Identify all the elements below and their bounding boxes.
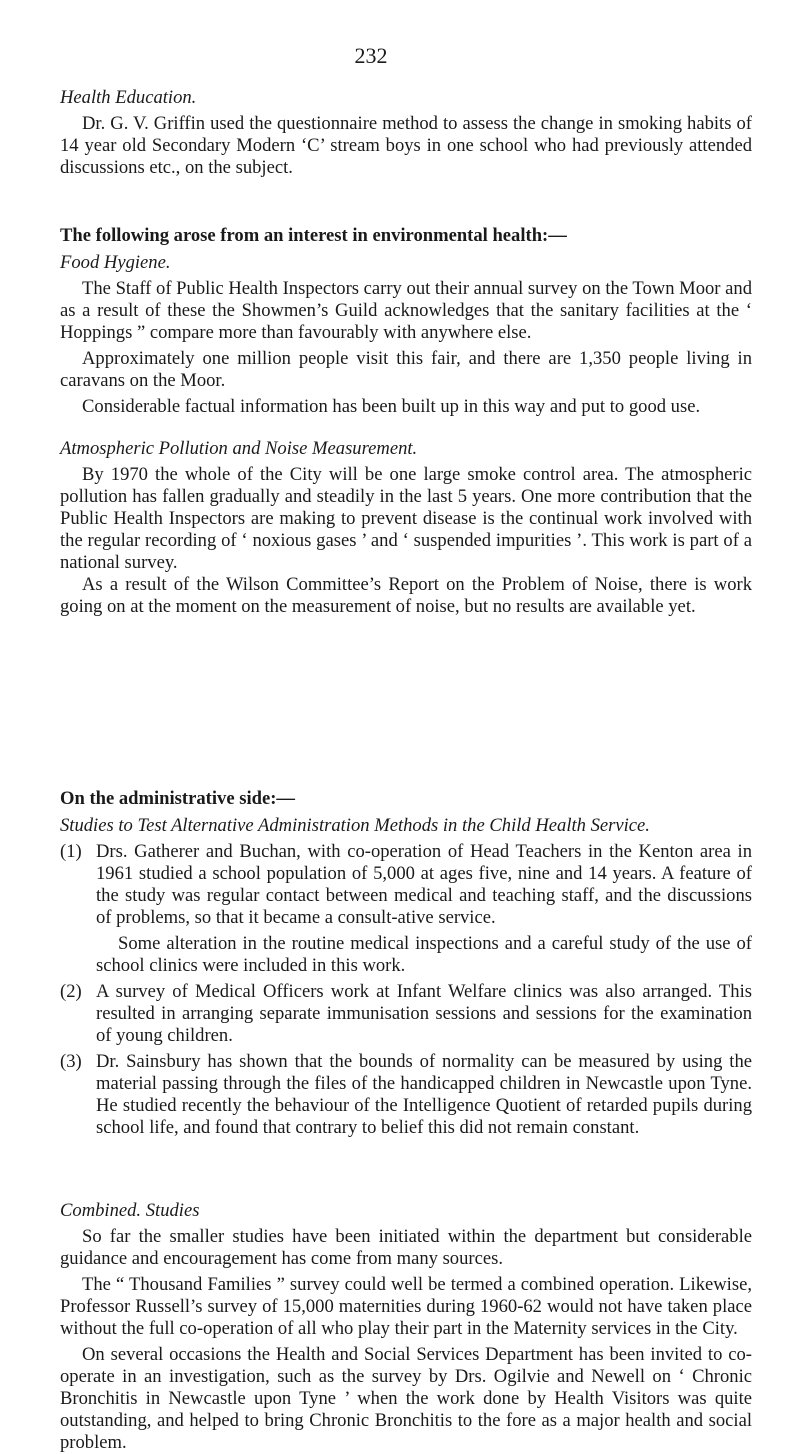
heading-studies: Studies to Test Alternative Administration Methods in the Child Health Service. [60, 815, 650, 836]
para-atmos-1: By 1970 the whole of the City will be one large smoke control area. The atmospheric pollution has fallen gradually and steadily in the last 5 years. One more contribution that the Public Health Inspectors are making to prevent disease is the continual work involved with the regular recording of ‘ noxious gases ’ and ‘ suspended impurities ’. This work is part of a national survey. [60, 464, 752, 573]
list-item-text: Dr. Sainsbury has shown that the bounds of normality can be measured by using the material passing through the files of the handicapped children in Newcastle upon Tyne. He studied recently the behaviour of the Intelligence Quotient of retarded pupils during school life, and found that contrary to belief this did not remain constant. [96, 1051, 752, 1138]
para-food-3: Considerable factual information has been built up in this way and put to good use. [82, 396, 701, 417]
para-health-education: Dr. G. V. Griffin used the questionnaire method to assess the change in smoking habits of 14 year old Secondary Modern ‘C’ stream boys in one school who had previously attended discussions etc., on the subject. [60, 113, 752, 178]
list-item-text: Drs. Gatherer and Buchan, with co-operation of Head Teachers in the Kenton area in 1961 studied a school population of 5,000 at ages five, nine and 14 years. A feature of the study was regular contact between medical and teaching staff, and the discussions of problems, so that it became a consult-ative service. [96, 841, 752, 928]
section-health-education [60, 87, 752, 179]
list-item-number: (3) [60, 1051, 82, 1072]
para-food-2: Approximately one million people visit this fair, and there are 1,350 people living in caravans on the Moor. [60, 348, 752, 391]
heading-atmospheric: Atmospheric Pollution and Noise Measurement. [60, 438, 418, 459]
section-environmental [60, 225, 752, 618]
section-administrative [60, 788, 752, 1139]
para-food-1: The Staff of Public Health Inspectors carry out their annual survey on the Town Moor and as a result of these the Showmen’s Guild acknowledges that the sanitary facilities at the ‘ Hoppings ” compare more than favourably with anywhere else. [60, 278, 752, 343]
heading-environmental: The following arose from an interest in environmental health:— [60, 225, 567, 246]
page-number: 232 [354, 43, 388, 68]
list-item [60, 981, 752, 1047]
heading-administrative: On the administrative side:— [60, 788, 296, 809]
para-combined-3: On several occasions the Health and Social Services Department has been invited to co-operate in an investigation, such as the survey by Drs. Ogilvie and Newell on ‘ Chronic Bronchitis in Newcastle upon Tyne ’ when the work done by Health Visitors was quite outstanding, and helped to bring Chronic Bronchitis to the fore as a major health and social problem. [60, 1344, 752, 1453]
section-combined [60, 1200, 752, 1454]
heading-food-hygiene: Food Hygiene. [60, 252, 171, 273]
list-item [60, 841, 752, 977]
heading-combined: Combined. Studies [60, 1200, 200, 1221]
list-item-number: (2) [60, 981, 82, 1002]
list-item-text: A survey of Medical Officers work at Infant Welfare clinics was also arranged. This resulted in arranging separate immunisation sessions and sessions for the examination of young children. [96, 981, 752, 1046]
list-item [60, 1051, 752, 1139]
para-combined-1: So far the smaller studies have been initiated within the department but considerable guidance and encouragement has come from many sources. [60, 1226, 752, 1269]
para-combined-2: The “ Thousand Families ” survey could well be termed a combined operation. Likewise, Professor Russell’s survey of 15,000 maternities during 1960-62 would not have taken place without the full co-operation of all who play their part in the Maternity services in the City. [60, 1274, 752, 1339]
list-item-text-2: Some alteration in the routine medical inspections and a careful study of the use of school clinics were included in this work. [96, 933, 752, 976]
list-item-number: (1) [60, 841, 82, 862]
heading-health-education: Health Education. [60, 87, 197, 108]
para-atmos-2: As a result of the Wilson Committee’s Report on the Problem of Noise, there is work going on at the moment on the measurement of noise, but no results are available yet. [60, 574, 752, 617]
